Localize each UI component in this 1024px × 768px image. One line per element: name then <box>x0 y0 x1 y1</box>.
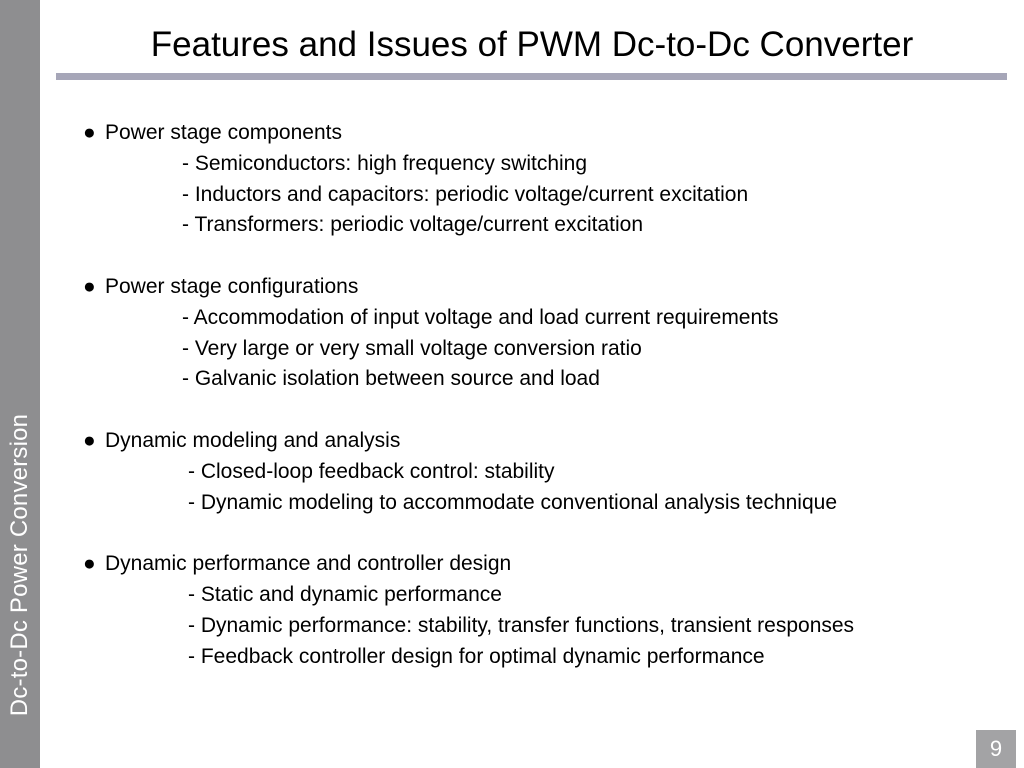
sub-item: - Semiconductors: high frequency switching <box>182 151 588 175</box>
bullet-heading <box>83 549 1013 580</box>
bullet-icon: ● <box>83 274 96 298</box>
bullet-list <box>83 118 1013 703</box>
sub-item: - Inductors and capacitors: periodic voltage/current excitation <box>182 182 749 206</box>
bullet-icon: ● <box>83 552 96 576</box>
section-dynamic-modeling <box>83 426 1013 518</box>
bullet-heading-text: Dynamic performance and controller design <box>105 552 512 576</box>
section-dynamic-performance <box>83 549 1013 672</box>
sub-item: - Dynamic modeling to accommodate conventional analysis technique <box>188 490 838 514</box>
sub-item: - Feedback controller design for optimal dynamic performance <box>188 644 765 668</box>
bullet-heading <box>83 118 1013 149</box>
section-power-stage-components <box>83 118 1013 241</box>
sub-item: - Accommodation of input voltage and load current requirements <box>182 305 779 329</box>
section-power-stage-configurations <box>83 272 1013 395</box>
sub-item: - Closed-loop feedback control: stability <box>188 459 555 483</box>
sub-item: - Transformers: periodic voltage/current excitation <box>182 213 644 237</box>
title-divider <box>56 73 1007 80</box>
sub-item: - Dynamic performance: stability, transfer functions, transient responses <box>188 613 855 637</box>
bullet-heading-text: Power stage components <box>105 121 342 144</box>
sub-item: - Static and dynamic performance <box>188 582 502 606</box>
bullet-heading-text: Dynamic modeling and analysis <box>105 428 401 452</box>
bullet-heading <box>83 272 1013 303</box>
sub-item: - Very large or very small voltage conversion ratio <box>182 336 642 360</box>
side-label: Dc-to-Dc Power Conversion <box>6 413 33 717</box>
sub-item: - Galvanic isolation between source and load <box>182 367 600 391</box>
side-band <box>0 0 40 768</box>
slide-title: Features and Issues of PWM Dc-to-Dc Converter <box>150 25 914 64</box>
bullet-heading-text: Power stage configurations <box>105 274 359 298</box>
page-number: 9 <box>976 730 1016 768</box>
bullet-heading <box>83 426 1013 457</box>
bullet-icon: ● <box>83 428 96 452</box>
bullet-icon: ● <box>83 121 96 144</box>
